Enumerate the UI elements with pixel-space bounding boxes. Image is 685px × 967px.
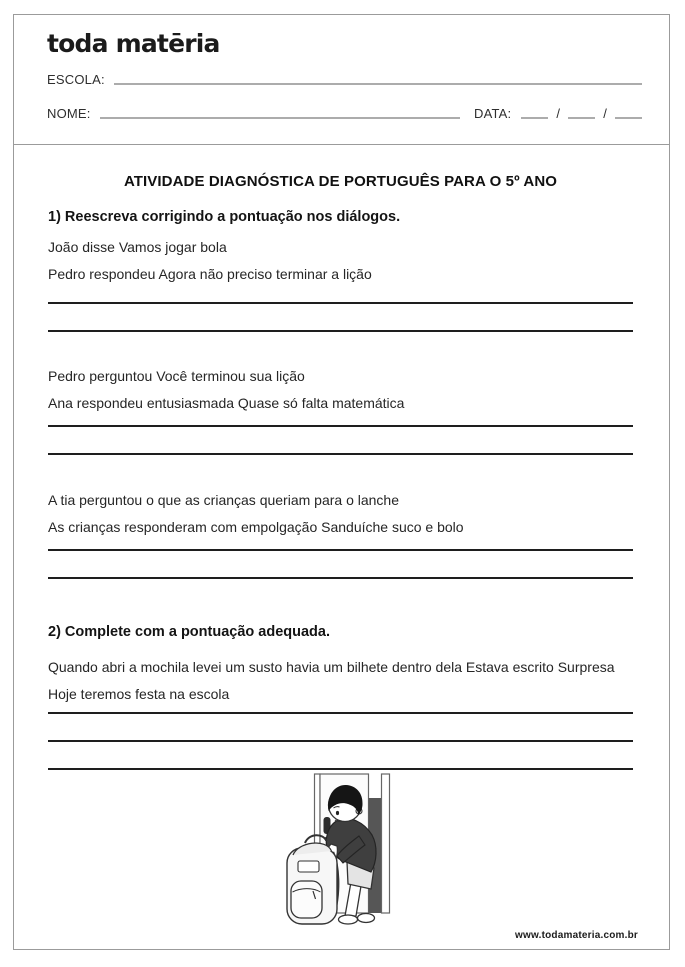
name-row [47, 106, 642, 121]
header [14, 15, 669, 145]
date-year-line [615, 117, 642, 119]
dialog-line: Pedro respondeu Agora não preciso terminar a lição [48, 266, 372, 282]
answer-line [48, 740, 633, 742]
question-2-text [48, 654, 633, 708]
date-label: DATA: [474, 106, 512, 121]
worksheet-title: ATIVIDADE DIAGNÓSTICA DE PORTUGUÊS PARA O 5º ANO [123, 173, 558, 190]
answer-line [48, 330, 633, 332]
dialog-block-2 [48, 363, 633, 417]
answer-line [48, 549, 633, 551]
school-write-line [114, 83, 642, 85]
paragraph-line: Quando abri a mochila levei um susto havia um bilhete dentro dela Estava escrito Surpresa [48, 659, 615, 675]
date-day-line [521, 117, 548, 119]
answer-line [48, 302, 633, 304]
date-group [474, 106, 642, 121]
toda-materia-logo: toda matēria [47, 29, 220, 58]
answer-line [48, 453, 633, 455]
school-row [47, 72, 642, 87]
sheet-border-box [13, 14, 670, 950]
date-separator: / [603, 106, 607, 121]
name-label: NOME: [47, 106, 91, 121]
question-1-heading: 1) Reescreva corrigindo a pontuação nos diálogos. [48, 209, 401, 225]
dialog-line: A tia perguntou o que as crianças queriam para o lanche [48, 492, 400, 508]
worksheet-body [14, 172, 669, 930]
answer-line [48, 768, 633, 770]
paragraph-line: Hoje teremos festa na escola [48, 686, 230, 702]
backpack [287, 835, 338, 924]
answer-line [48, 577, 633, 579]
answer-line [48, 425, 633, 427]
name-write-line [100, 117, 460, 119]
boy-backpack-illustration [281, 772, 401, 930]
date-month-line [568, 117, 595, 119]
dialog-line: As crianças responderam com empolgação Sanduíche suco e bolo [48, 519, 464, 535]
question-2-heading: 2) Complete com a pontuação adequada. [48, 624, 330, 640]
dialog-block-3 [48, 487, 633, 541]
illustration-container [48, 772, 633, 930]
school-label: ESCOLA: [47, 72, 105, 87]
dialog-line: Ana respondeu entusiasmada Quase só falta matemática [48, 395, 405, 411]
dialog-block-1 [48, 234, 633, 288]
answer-line [48, 712, 633, 714]
dialog-line: João disse Vamos jogar bola [48, 239, 227, 255]
website-url: www.todamateria.com.br [515, 930, 638, 941]
dialog-line: Pedro perguntou Você terminou sua lição [48, 368, 305, 384]
date-separator: / [556, 106, 561, 121]
